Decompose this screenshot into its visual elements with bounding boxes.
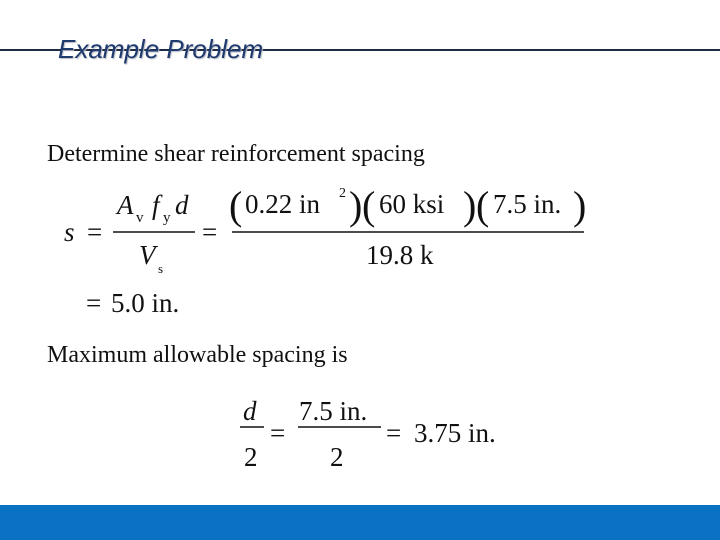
- eq1-paren-close-1: ): [349, 183, 363, 228]
- eq1-paren-close-2: ): [463, 183, 477, 228]
- text-max-spacing: Maximum allowable spacing is: [47, 342, 348, 368]
- eq1-equals-2: =: [202, 217, 218, 247]
- eq1-den-V: V: [139, 240, 156, 270]
- eq1-num-A-sub: v: [136, 210, 144, 226]
- eq1-paren-close-3: ): [573, 183, 587, 228]
- eq1-equals-1: =: [87, 217, 103, 247]
- eq1-lhs-s: s: [64, 217, 75, 247]
- eq1-num-term3: 7.5 in.: [493, 189, 562, 219]
- footer-bar: [0, 505, 720, 540]
- eq2-frac2-den: 2: [330, 442, 344, 472]
- eq1-num-A: A: [117, 190, 134, 220]
- eq1-num-term1: 0.22 in: [245, 189, 321, 219]
- text-determine-spacing: Determine shear reinforcement spacing: [47, 141, 425, 167]
- eq1-num-d: d: [175, 190, 189, 220]
- eq1-result: 5.0 in.: [111, 288, 180, 318]
- eq1-num-term1-exp: 2: [339, 186, 346, 201]
- eq2-frac1-den: 2: [244, 442, 258, 472]
- eq2-equals-1: =: [270, 418, 286, 448]
- eq1-equals-3: =: [86, 288, 102, 318]
- eq1-num-f-sub: y: [163, 210, 171, 226]
- eq2-result: 3.75 in.: [414, 418, 496, 448]
- eq2-frac1-num: d: [243, 396, 257, 426]
- eq1-denominator: 19.8 k: [366, 240, 434, 270]
- eq1-den-V-sub: s: [158, 261, 164, 276]
- eq2-equals-2: =: [386, 418, 402, 448]
- slide-title: Example Problem: [58, 34, 264, 64]
- eq2-frac2-num: 7.5 in.: [299, 396, 368, 426]
- eq1-num-f: f: [152, 190, 160, 220]
- eq1-num-term2: 60 ksi: [379, 189, 445, 219]
- eq1-paren-open-1: (: [229, 183, 243, 228]
- eq1-paren-open-2: (: [362, 183, 376, 228]
- eq1-paren-open-3: (: [476, 183, 490, 228]
